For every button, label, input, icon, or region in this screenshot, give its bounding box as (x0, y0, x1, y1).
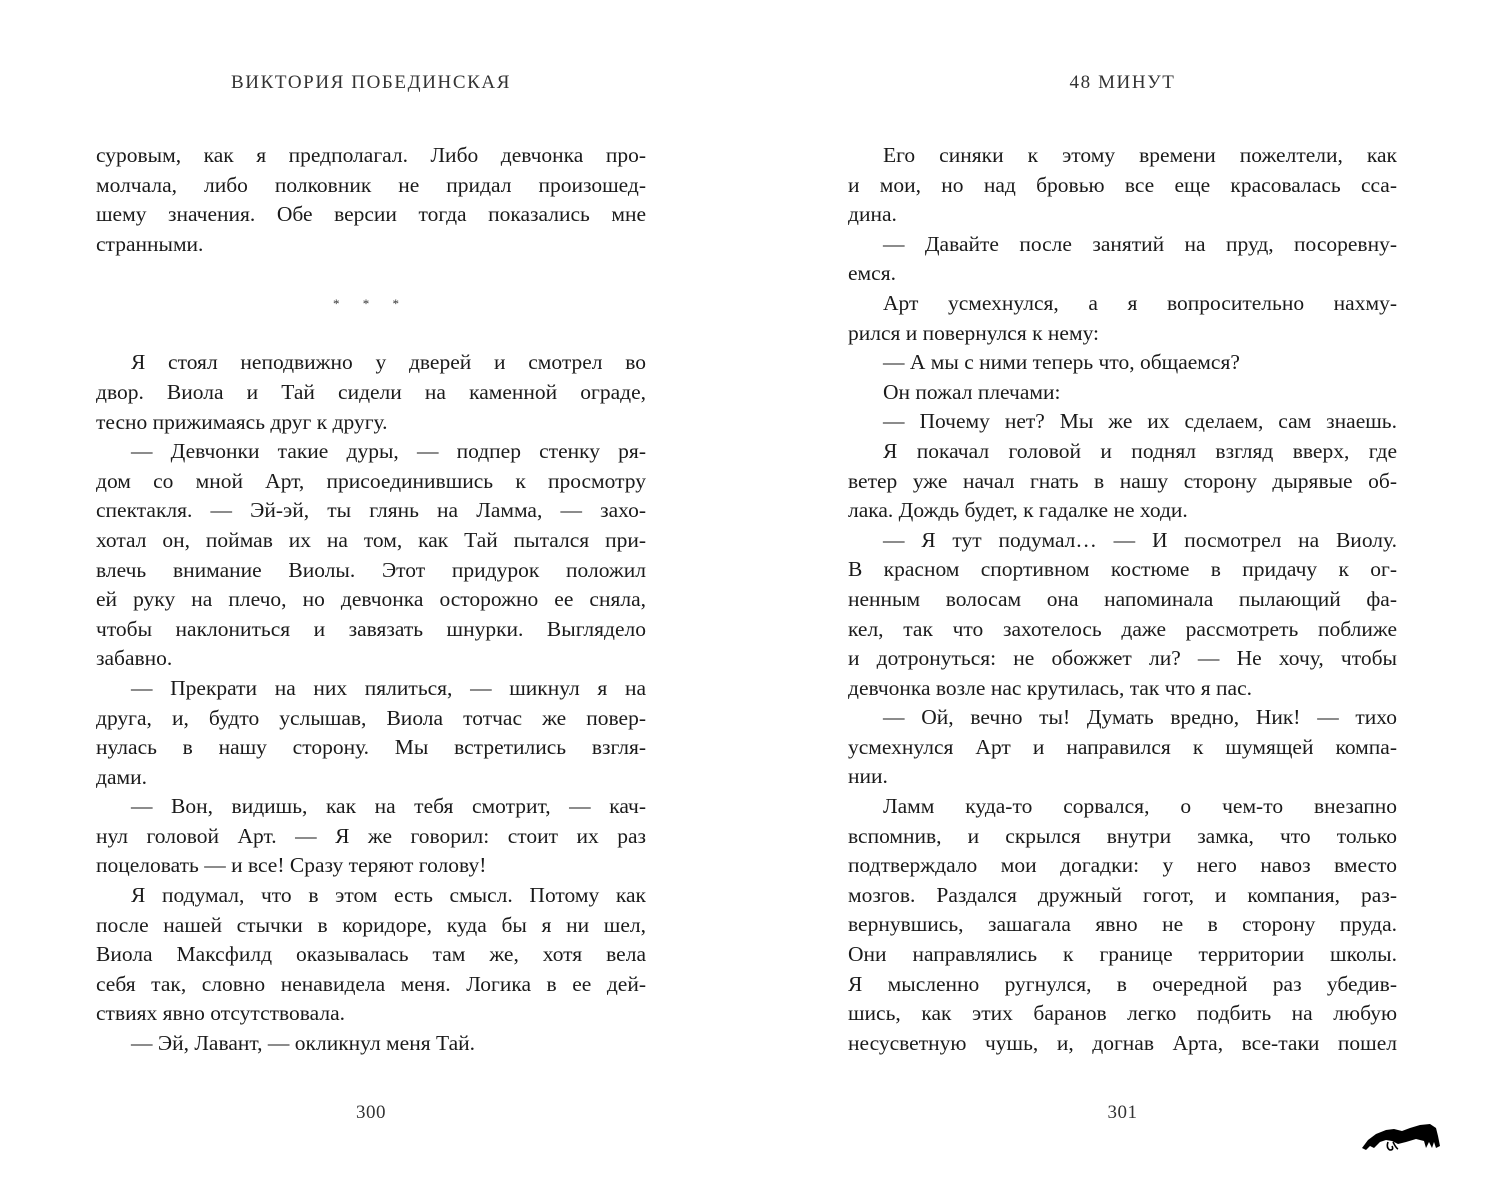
text-line: емся. (848, 261, 896, 286)
text-line: — Ой, вечно ты! Думать вредно, Ник! — тихо (883, 705, 1397, 730)
right-page-body (848, 141, 1397, 1058)
text-line: тесно прижимаясь друг к другу. (96, 409, 388, 434)
text-line: Я подумал, что в этом есть смысл. Потому как (131, 883, 646, 908)
left-page-body (96, 141, 646, 1059)
text-line: усмехнулся Арт и направился к шумящей компа- (848, 734, 1397, 759)
text-line: нулась в нашу сторону. Мы встретились взгля- (96, 735, 646, 760)
raven-silhouette-icon (1358, 1118, 1444, 1158)
text-line: Я стоял неподвижно у дверей и смотрел во (131, 350, 646, 375)
text-line: забавно. (96, 646, 173, 671)
text-line: — Эй, Лавант, — окликнул меня Тай. (131, 1031, 475, 1056)
text-line: молчала, либо полковник не придал произошед- (96, 172, 646, 197)
text-line: Я покачал головой и поднял взгляд вверх, где (883, 438, 1397, 463)
running-head-title: 48 МИНУТ (1069, 72, 1176, 93)
text-line: шему значения. Обе версии тогда показались мне (96, 202, 646, 227)
text-line: — А мы с ними теперь что, общаемся? (883, 350, 1240, 375)
text-line: ей руку на плечо, но девчонка осторожно ее сняла, (96, 587, 646, 612)
text-line: вспомнив, и скрылся внутри замка, что только (848, 823, 1397, 848)
text-line: и мои, но над бровью все еще красовалась сса- (848, 172, 1397, 197)
text-line: Виола Максфилд оказывалась там же, хотя вела (96, 942, 646, 967)
text-line: Его синяки к этому времени пожелтели, как (883, 143, 1397, 167)
text-line: хотал он, поймав их на том, как Тай пытался при- (96, 527, 646, 552)
text-line: кел, так что захотелось даже рассмотреть поближе (848, 616, 1397, 641)
text-line: девчонка возле нас крутилась, так что я пас. (848, 675, 1253, 700)
text-line: — Прекрати на них пялиться, — шикнул я на (131, 675, 646, 700)
text-line: ветер уже начал гнать в нашу сторону дырявые об- (848, 468, 1397, 493)
text-line: Ламм куда-то сорвался, о чем-то внезапно (883, 794, 1397, 819)
paragraph-block (848, 141, 1397, 1058)
running-head-author: ВИКТОРИЯ ПОБЕДИНСКАЯ (231, 72, 511, 93)
text-line: — Давайте после занятий на пруд, посоревну- (883, 231, 1397, 256)
text-line: себя так, словно ненавидела меня. Логика в ее дей- (96, 971, 646, 996)
text-line: — Вон, видишь, как на тебя смотрит, — кач- (131, 794, 646, 819)
text-line: суровым, как я предполагал. Либо девчонка про- (96, 143, 646, 167)
page-number: 301 (1107, 1102, 1138, 1123)
text-line: Арт усмехнулся, а я вопросительно нахму- (883, 290, 1397, 315)
text-line: поцеловать — и все! Сразу теряют голову! (96, 853, 487, 878)
text-line: влечь внимание Виолы. Этот придурок положил (96, 557, 646, 582)
text-line: вернувшись, зашагала явно не в сторону пруда. (848, 912, 1397, 937)
text-line: мозгов. Раздался дружный гогот, и компания, раз- (848, 882, 1397, 907)
text-line: шись, как этих баранов легко подбить на любую (848, 1001, 1397, 1026)
text-line: друга, и, будто услышав, Виола тотчас же повер- (96, 705, 646, 730)
text-line: подтверждало мои догадки: у него навоз вместо (848, 853, 1397, 878)
page-number: 300 (356, 1102, 386, 1123)
text-line: рился и повернулся к нему: (848, 320, 1100, 345)
text-line: ненным волосам она напоминала пылающий фа- (848, 586, 1397, 611)
text-line: лака. Дождь будет, к гадалке не ходи. (848, 498, 1188, 523)
paragraph-block (96, 141, 646, 259)
text-line: Они направлялись к границе территории школы. (848, 942, 1397, 967)
text-line: дина. (848, 202, 897, 227)
text-line: дом со мной Арт, присоединившись к просмотру (96, 468, 646, 493)
text-line: В красном спортивном костюме в придачу к ог- (848, 557, 1397, 582)
paragraph-block (96, 348, 646, 1058)
text-line: нул головой Арт. — Я же говорил: стоит их раз (96, 823, 646, 848)
section-separator: * * * (333, 296, 409, 312)
text-line: и дотронуться: не обожжет ли? — Не хочу, чтобы (848, 646, 1397, 671)
left-page (96, 0, 646, 1192)
text-line: ствиях явно отсутствовала. (96, 1001, 346, 1026)
text-line: — Я тут подумал… — И посмотрел на Виолу. (883, 527, 1397, 552)
text-line: Я мысленно ругнулся, в очередной раз убедив- (848, 971, 1397, 996)
text-line: странными. (96, 231, 204, 256)
text-line: дами. (96, 764, 147, 789)
text-line: Он пожал плечами: (883, 379, 1061, 404)
text-line: двор. Виола и Тай сидели на каменной ограде, (96, 379, 646, 404)
text-line: несусветную чушь, и, догнав Арта, все-таки пошел (848, 1030, 1397, 1055)
text-line: — Девчонки такие дуры, — подпер стенку ря- (131, 439, 646, 464)
text-line: нии. (848, 764, 888, 789)
text-line: после нашей стычки в коридоре, куда бы я ни шел, (96, 912, 646, 937)
text-line: спектакля. — Эй-эй, ты глянь на Ламма, — захо- (96, 498, 646, 523)
text-line: чтобы наклониться и завязать шнурки. Выглядело (96, 616, 646, 641)
right-page (848, 0, 1397, 1192)
text-line: — Почему нет? Мы же их сделаем, сам знаешь. (883, 409, 1397, 434)
